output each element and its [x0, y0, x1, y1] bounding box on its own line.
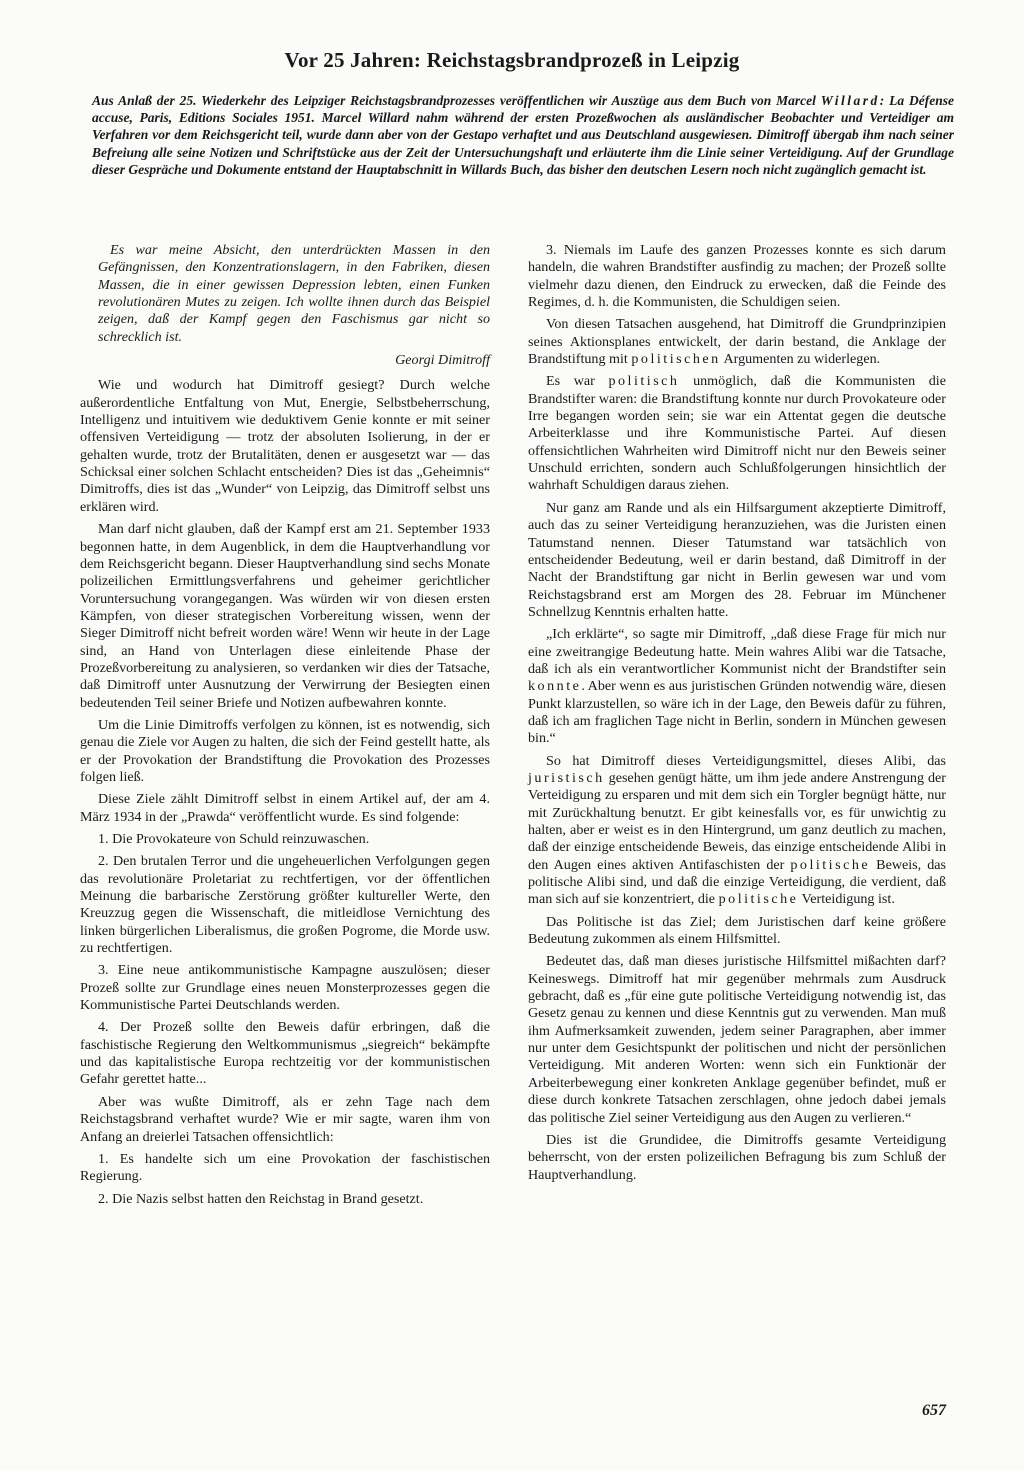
- paragraph: Diese Ziele zählt Dimitroff selbst in einem Artikel auf, der am 4. März 1934 in der „Prawda“ veröffentlicht wurde. Es sind folgende:: [80, 791, 490, 825]
- text-run: So hat Dimitroff dieses Verteidigungsmittel, dieses Alibi, das: [546, 752, 946, 769]
- emphasis-spaced: politische: [718, 891, 799, 908]
- emphasis-spaced: juristisch: [528, 769, 605, 786]
- left-column: [80, 242, 490, 1213]
- paragraph: [528, 373, 946, 494]
- intro-part1: Aus Anlaß der 25. Wiederkehr des Leipziger Reichstagsbrandprozesses veröffentlichen wir Auszüge aus dem Buch von Marcel: [92, 93, 821, 108]
- paragraph: Wie und wodurch hat Dimitroff gesiegt? Durch welche außerordentliche Entfaltung von Mut, Energie, Selbstbeherrschung, Intelligenz und intuitivem wie deduktivem Genie konnte er mit seiner offensiven Verteidigung — trotz der absoluten Isolierung, in der er gehalten wurde, trotz der Brutalitäten, denen er ausgesetzt war — das Schicksal einer solchen Schlacht entscheiden? Dies ist das „Geheimnis“ Dimitroffs, dies ist das „Wunder“ von Leipzig, das Dimitroff selbst uns erklären wird.: [80, 377, 490, 515]
- article-title: Vor 25 Jahren: Reichstagsbrandprozeß in Leipzig: [284, 48, 740, 72]
- right-column: [528, 242, 946, 1189]
- motto-author: Georgi Dimitroff: [395, 352, 490, 369]
- motto-quote: Es war meine Absicht, den unterdrückten Massen in den Gefängnissen, den Konzentrationslagern, in den Fabriken, diesen Massen, die in einer gewissen Depression lebten, einen Funken revolutionären Mutes zu zeigen. Ich wollte ihnen durch das Beispiel zeigen, daß der Kampf gegen den Faschismus gar nicht so schrecklich ist.: [98, 242, 490, 345]
- paragraph: Dies ist die Grundidee, die Dimitroffs gesamte Verteidigung beherrscht, von der ersten polizeilichen Befragung bis zum Schluß der Hauptverhandlung.: [528, 1131, 946, 1183]
- list-item: 1. Die Provokateure von Schuld reinzuwaschen.: [98, 831, 370, 847]
- paragraph: Nur ganz am Rande und als ein Hilfsargument akzeptierte Dimitroff, auch das zu seiner Verteidigung heranzuziehen, was die Juristen einen Tatumstand nennen. Dieser Tatumstand war tatsächlich von entscheidender Bedeutung, weil er darin bestand, daß Dimitroff in der Nacht der Brandstiftung gar nicht in Berlin gewesen war und vom Reichstagsbrand erst am Morgen des 28. Februar im Münchener Schnellzug Kenntnis erhalten hatte.: [528, 499, 946, 620]
- text-run: Es war: [546, 373, 609, 390]
- paragraph: Das Politische ist das Ziel; dem Juristischen darf keine größere Bedeutung zukommen als einem Hilfsmittel.: [528, 913, 946, 948]
- paragraph: [528, 316, 946, 368]
- emphasis-spaced: politischen: [631, 351, 721, 368]
- text-run: Verteidigung ist.: [798, 891, 895, 908]
- list-item: 3. Niemals im Laufe des ganzen Prozesses konnte es sich darum handeln, die wahren Brandstifter ausfindig zu machen; der Prozeß sollte vielmehr dazu dienen, den Eindruck zu erwecken, daß die Feinde des Regimes, d. h. die Kommunisten, die Schuldigen seien.: [528, 242, 946, 311]
- text-run: Argumenten zu widerlegen.: [720, 351, 881, 368]
- emphasis-spaced: politisch: [608, 373, 680, 390]
- paragraph: [528, 753, 946, 909]
- text-run: . Aber wenn es aus juristischen Gründen notwendig wäre, diesen Punkt klarzustellen, so wäre ich in der Lage, den Beweis dafür zu führen, daß ich am fraglichen Tage nicht in Berlin, sondern in München gewesen bin.“: [528, 678, 946, 747]
- text-run: „Ich erklärte“, so sagte mir Dimitroff, „daß diese Frage für mich nur eine zweitrangige Bedeutung hatte. Mein wahres Alibi war die Tatsache, daß ich als ein verantwortlicher Kommunist nicht der Brandstifter sein: [528, 626, 946, 677]
- paragraph: [528, 626, 946, 747]
- intro-part2: : La Défense accuse, Paris, Editions Sociales 1951. Marcel Willard nahm während der ersten Prozeßwochen als ausländischer Beobachter und Verteidiger am Verfahren vor dem Reichsgericht teil, wurde dann aber von der Gestapo verhaftet und aus Deutschland ausgewiesen. Dimitroff übergab ihm nach seiner Befreiung alle seine Notizen und Schriftstücke aus der Zeit der Untersuchungshaft und erläuterte ihm die Linie seiner Verteidigung. Auf der Grundlage dieser Gespräche und Dokumente entstand der Hauptabschnitt in Willards Buch, das bisher den deutschen Lesern noch nicht zugänglich gemacht ist.: [92, 93, 954, 177]
- paragraph: Um die Linie Dimitroffs verfolgen zu können, ist es notwendig, sich genau die Ziele vor Augen zu halten, die sich der Feind gestellt hatte, als er der Provokation der Brandstiftung die Provokation des Prozesses folgen ließ.: [80, 716, 490, 785]
- paragraph: Aber was wußte Dimitroff, als er zehn Tage nach dem Reichstagsbrand verhaftet wurde? Wie er mir sagte, waren ihm von Anfang an dreierlei Tatsachen offensichtlich:: [80, 1093, 490, 1145]
- list-item: 2. Den brutalen Terror und die ungeheuerlichen Verfolgungen gegen das revolutionäre Proletariat zu rechtfertigen, vor der öffentlichen Meinung die barbarische Zerstörung größter kultureller Werte, den Kreuzzug gegen die Wissenschaft, die mitleidlose Vernichtung des linken bürgerlichen Liberalismus, die großen Pogrome, die Morde usw. zu rechtfertigen.: [80, 853, 490, 957]
- paragraph: Bedeutet das, daß man dieses juristische Hilfsmittel mißachten darf? Keineswegs. Dimitroff hat mir gegenüber mehrmals zum Ausdruck gebracht, daß es „für eine gute politische Verteidigung notwendig ist, das Gesetz genau zu kennen und diese Kenntnis gut zu verwenden. Man muß ihm Aufmerksamkeit zuwenden, jedem seiner Paragraphen, aber immer nur unter dem Gesichtspunkt der politischen und nicht der persönlichen Verteidigung. Mit anderen Worten: wenn sich ein Funktionär der Arbeiterbewegung einer konkreten Anklage gegenüber befindet, muß er diese durch konkrete Tatsachen zerschlagen, ohne jedoch dabei jemals das politische Ziel seiner Verteidigung aus den Augen zu verlieren.“: [528, 953, 946, 1126]
- text-run: Von diesen Tatsachen ausgehend, hat Dimitroff die Grundprinzipien seines Aktionsplanes entwickelt, der darin bestand, die Anklage der Brandstiftung mit: [528, 316, 946, 368]
- text-run: gesehen genügt hätte, um ihm jede andere Anstrengung der Verteidigung zu ersparen und mit dem sich ein Torgler begnügt hätte, nur mit Zurückhaltung benutzt. Er gibt keinesfalls vor, es für unwichtig zu halten, aber er weist es in den Hintergrund, um ganz deutlich zu machen, daß der einzige entscheidende Beweis, das einzige entscheidende Alibi in den Augen eines aktiven Antifaschisten der: [528, 769, 946, 873]
- list-item: 1. Es handelte sich um eine Provokation der faschistischen Regierung.: [80, 1150, 490, 1185]
- text-run: Beweis, das politische Alibi sind, und daß die einzige Verteidigung, die verdient, daß man sich auf sie konzentriert, die: [528, 856, 946, 908]
- page-number: 657: [922, 1402, 946, 1419]
- list-item: 3. Eine neue antikommunistische Kampagne auszulösen; dieser Prozeß sollte zur Grundlage eines neuen Monsterprozesses gegen die Kommunistische Partei Deutschlands werden.: [80, 962, 490, 1014]
- emphasis-spaced: konnte: [528, 678, 582, 695]
- article-intro: [92, 92, 954, 178]
- emphasis-spaced: politische: [790, 856, 871, 873]
- text-run: unmöglich, daß die Kommunisten die Brandstifter waren: die Brandstiftung konnte nur durch Provokateure oder Irre begangen worden sein; sie war ein Attentat gegen die deutsche Arbeiterklasse und ihre Kommunistische Partei. Auf diesen offensichtlichen Wahrheiten wird Dimitroff nicht nur den Beweis seiner Unschuld errichten, sondern auch Schlußfolgerungen hinsichtlich der wahrhaft Schuldigen daraus ziehen.: [528, 373, 946, 494]
- intro-author-name: Willard: [820, 93, 880, 108]
- list-item: 4. Der Prozeß sollte den Beweis dafür erbringen, daß die faschistische Regierung den Weltkommunismus „siegreich“ bekämpfte und das kapitalistische Europa rechtzeitig vor der kommunistischen Gefahr gerettet hatte...: [80, 1019, 490, 1088]
- list-item: 2. Die Nazis selbst hatten den Reichstag in Brand gesetzt.: [98, 1190, 424, 1207]
- paragraph: Man darf nicht glauben, daß der Kampf erst am 21. September 1933 begonnen hatte, in dem Augenblick, in dem die Hauptverhandlung vor dem Reichsgericht begann. Dieser Hauptverhandlung sind sechs Monate polizeilichen Ermittlungsverfahrens und geheimer gerichtlicher Voruntersuchung vorangegangen. Was würden wir von diesen ersten Kämpfen, von dieser strategischen Vorbereitung wissen, wenn der Sieger Dimitroff nicht befreit worden wäre! Wenn wir heute in der Lage sind, an Hand von Unterlagen diese einleitende Phase der Prozeßvorbereitung zu analysieren, so verdanken wir dies der Tatsache, daß Dimitroff unter Ausnutzung der Verwirrung der Besiegten einen bedeutenden Teil seiner Briefe und Notizen aufbewahren konnte.: [80, 521, 490, 711]
